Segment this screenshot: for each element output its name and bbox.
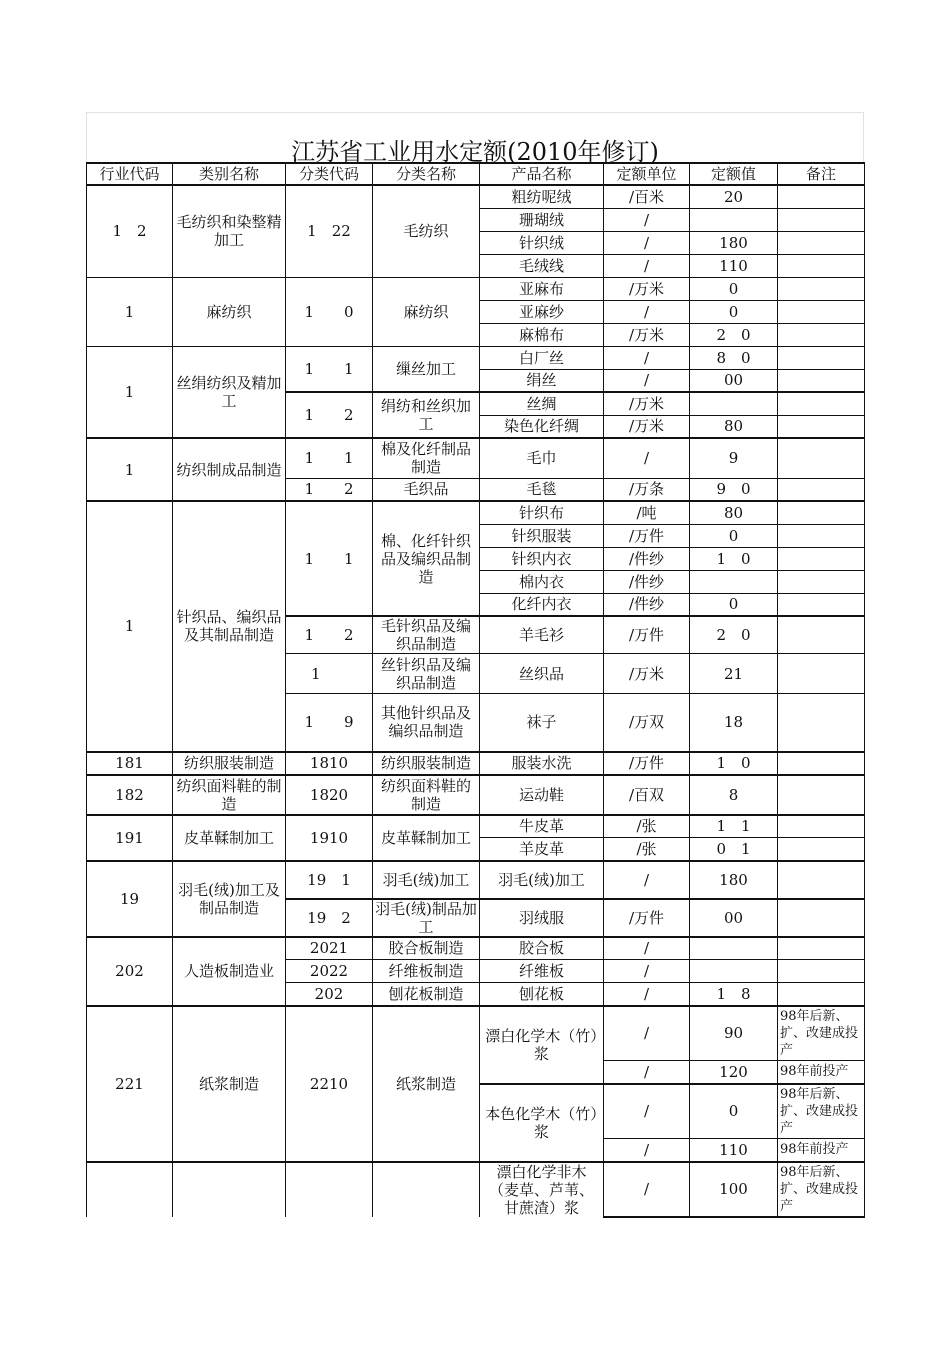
category-name: 毛纺织和染整精加工 bbox=[173, 185, 286, 277]
quota-unit: /万双 bbox=[604, 694, 690, 752]
remark: 98年后新、扩、改建成投产 bbox=[778, 1084, 865, 1139]
table-row bbox=[87, 1006, 865, 1061]
quota-value: 00 bbox=[690, 369, 778, 392]
table-row bbox=[87, 1162, 865, 1217]
quota-unit: /百米 bbox=[604, 185, 690, 208]
quota-unit: /万件 bbox=[604, 899, 690, 937]
table-row bbox=[87, 815, 865, 838]
table-row bbox=[87, 752, 865, 775]
quota-value: 0 bbox=[690, 300, 778, 323]
quota-unit: /吨 bbox=[604, 501, 690, 524]
product-name: 运动鞋 bbox=[480, 775, 604, 815]
category-name: 纺织服装制造 bbox=[173, 752, 286, 775]
quota-value: 180 bbox=[690, 231, 778, 254]
table-row bbox=[87, 277, 865, 300]
quota-unit: /张 bbox=[604, 815, 690, 838]
sub-code: 1 2 bbox=[286, 616, 373, 654]
remark bbox=[778, 654, 865, 694]
quota-unit: /万米 bbox=[604, 323, 690, 346]
remark bbox=[778, 346, 865, 369]
quota-value bbox=[690, 937, 778, 960]
remark: 98年后新、扩、改建成投产 bbox=[778, 1006, 865, 1061]
category-name: 人造板制造业 bbox=[173, 937, 286, 1006]
product-name: 染色化纤绸 bbox=[480, 415, 604, 438]
sub-code: 1 1 bbox=[286, 346, 373, 392]
quota-unit: / bbox=[604, 960, 690, 983]
quota-value: 0 bbox=[690, 277, 778, 300]
quota-unit: /万米 bbox=[604, 277, 690, 300]
product-name: 针织服装 bbox=[480, 524, 604, 547]
quota-value: 110 bbox=[690, 1139, 778, 1162]
quota-value: 8 bbox=[690, 775, 778, 815]
table-row bbox=[87, 438, 865, 478]
remark bbox=[778, 231, 865, 254]
quota-value: 0 bbox=[690, 593, 778, 616]
product-name: 化纤内衣 bbox=[480, 593, 604, 616]
remark: 98年后新、扩、改建成投产 bbox=[778, 1162, 865, 1217]
industry-code: 202 bbox=[87, 937, 173, 1006]
quota-unit: / bbox=[604, 254, 690, 277]
product-name: 纤维板 bbox=[480, 960, 604, 983]
remark bbox=[778, 694, 865, 752]
header-cell: 定额单位 bbox=[604, 163, 690, 185]
product-name: 针织绒 bbox=[480, 231, 604, 254]
quota-unit: / bbox=[604, 1139, 690, 1162]
remark: 98年前投产 bbox=[778, 1139, 865, 1162]
quota-unit: /件纱 bbox=[604, 547, 690, 570]
category-name: 皮革鞣制加工 bbox=[173, 815, 286, 861]
water-quota-table bbox=[86, 162, 865, 1218]
quota-value: 1 0 bbox=[690, 547, 778, 570]
remark bbox=[778, 616, 865, 654]
remark bbox=[778, 960, 865, 983]
remark bbox=[778, 547, 865, 570]
quota-unit: / bbox=[604, 369, 690, 392]
product-name: 棉内衣 bbox=[480, 570, 604, 593]
header-cell: 分类代码 bbox=[286, 163, 373, 185]
sub-name: 毛纺织 bbox=[373, 185, 480, 277]
industry-code: 19 bbox=[87, 861, 173, 937]
quota-unit: /万件 bbox=[604, 524, 690, 547]
quota-value: 2 0 bbox=[690, 616, 778, 654]
remark bbox=[778, 277, 865, 300]
remark bbox=[778, 300, 865, 323]
table-row bbox=[87, 775, 865, 815]
remark bbox=[778, 752, 865, 775]
quota-unit: /百双 bbox=[604, 775, 690, 815]
quota-unit: /件纱 bbox=[604, 593, 690, 616]
category-name: 丝绢纺织及精加工 bbox=[173, 346, 286, 438]
quota-value: 2 0 bbox=[690, 323, 778, 346]
sub-code: 2021 bbox=[286, 937, 373, 960]
remark bbox=[778, 815, 865, 838]
quota-unit: / bbox=[604, 208, 690, 231]
remark bbox=[778, 185, 865, 208]
table-row bbox=[87, 937, 865, 960]
header-cell: 分类名称 bbox=[373, 163, 480, 185]
table-row bbox=[87, 346, 865, 369]
remark bbox=[778, 838, 865, 861]
quota-value: 9 bbox=[690, 438, 778, 478]
product-name: 羊毛衫 bbox=[480, 616, 604, 654]
quota-value: 1 1 bbox=[690, 815, 778, 838]
industry-code: 1 bbox=[87, 277, 173, 346]
sub-code: 202 bbox=[286, 983, 373, 1006]
product-name: 亚麻纱 bbox=[480, 300, 604, 323]
quota-value: 0 1 bbox=[690, 838, 778, 861]
sub-name: 羽毛(绒)加工 bbox=[373, 861, 480, 899]
remark bbox=[778, 861, 865, 899]
quota-unit: / bbox=[604, 1006, 690, 1061]
sub-code: 1 1 bbox=[286, 501, 373, 616]
product-name: 袜子 bbox=[480, 694, 604, 752]
product-name: 刨花板 bbox=[480, 983, 604, 1006]
remark bbox=[778, 478, 865, 501]
sub-code: 1820 bbox=[286, 775, 373, 815]
sub-name: 棉、化纤针织品及编织品制造 bbox=[373, 501, 480, 616]
industry-code: 221 bbox=[87, 1006, 173, 1162]
quota-unit: / bbox=[604, 231, 690, 254]
product-name: 毛巾 bbox=[480, 438, 604, 478]
quota-value: 100 bbox=[690, 1162, 778, 1217]
quota-value: 9 0 bbox=[690, 478, 778, 501]
product-name: 胶合板 bbox=[480, 937, 604, 960]
remark bbox=[778, 593, 865, 616]
sub-code: 1 1 bbox=[286, 438, 373, 478]
product-name: 丝织品 bbox=[480, 654, 604, 694]
remark bbox=[778, 208, 865, 231]
sub-name: 羽毛(绒)制品加工 bbox=[373, 899, 480, 937]
industry-code bbox=[87, 1162, 173, 1217]
quota-unit: /万件 bbox=[604, 616, 690, 654]
quota-unit: /万件 bbox=[604, 752, 690, 775]
header-cell: 类别名称 bbox=[173, 163, 286, 185]
quota-value: 110 bbox=[690, 254, 778, 277]
product-name: 丝绸 bbox=[480, 392, 604, 415]
quota-unit: / bbox=[604, 1061, 690, 1084]
quota-value: 0 bbox=[690, 524, 778, 547]
sub-code: 19 2 bbox=[286, 899, 373, 937]
category-name bbox=[173, 1162, 286, 1217]
quota-unit: / bbox=[604, 937, 690, 960]
product-name: 白厂丝 bbox=[480, 346, 604, 369]
quota-unit: / bbox=[604, 983, 690, 1006]
quota-unit: / bbox=[604, 300, 690, 323]
product-name: 服装水洗 bbox=[480, 752, 604, 775]
quota-value: 90 bbox=[690, 1006, 778, 1061]
product-name: 麻棉布 bbox=[480, 323, 604, 346]
product-name: 牛皮革 bbox=[480, 815, 604, 838]
remark: 98年前投产 bbox=[778, 1061, 865, 1084]
sheet-border bbox=[86, 112, 864, 113]
quota-unit: /张 bbox=[604, 838, 690, 861]
remark bbox=[778, 899, 865, 937]
sub-name: 刨花板制造 bbox=[373, 983, 480, 1006]
category-name: 麻纺织 bbox=[173, 277, 286, 346]
quota-unit: /万条 bbox=[604, 478, 690, 501]
quota-value bbox=[690, 570, 778, 593]
industry-code: 1 bbox=[87, 346, 173, 438]
sub-code: 1 bbox=[286, 654, 373, 694]
page-title: 江苏省工业用水定额(2010年修订) bbox=[291, 138, 659, 166]
product-name: 毛绒线 bbox=[480, 254, 604, 277]
quota-value: 21 bbox=[690, 654, 778, 694]
header-cell: 行业代码 bbox=[87, 163, 173, 185]
quota-unit: / bbox=[604, 438, 690, 478]
product-name: 本色化学木（竹）浆 bbox=[480, 1084, 604, 1162]
quota-unit: / bbox=[604, 1162, 690, 1217]
sub-name: 纤维板制造 bbox=[373, 960, 480, 983]
sub-code: 2210 bbox=[286, 1006, 373, 1162]
product-name: 绢丝 bbox=[480, 369, 604, 392]
product-name: 粗纺呢绒 bbox=[480, 185, 604, 208]
table-row bbox=[87, 185, 865, 208]
quota-value: 80 bbox=[690, 415, 778, 438]
sub-code: 19 1 bbox=[286, 861, 373, 899]
product-name: 毛毯 bbox=[480, 478, 604, 501]
sub-name: 棉及化纤制品制造 bbox=[373, 438, 480, 478]
category-name: 纺织面料鞋的制造 bbox=[173, 775, 286, 815]
category-name: 羽毛(绒)加工及制品制造 bbox=[173, 861, 286, 937]
remark bbox=[778, 570, 865, 593]
product-name: 针织布 bbox=[480, 501, 604, 524]
sub-code: 1810 bbox=[286, 752, 373, 775]
quota-unit: / bbox=[604, 346, 690, 369]
quota-value: 20 bbox=[690, 185, 778, 208]
remark bbox=[778, 438, 865, 478]
header-row bbox=[87, 163, 865, 185]
quota-value: 80 bbox=[690, 501, 778, 524]
industry-code: 1 2 bbox=[87, 185, 173, 277]
quota-value bbox=[690, 960, 778, 983]
remark bbox=[778, 524, 865, 547]
remark bbox=[778, 323, 865, 346]
quota-value: 1 8 bbox=[690, 983, 778, 1006]
quota-value: 0 bbox=[690, 1084, 778, 1139]
product-name: 羽绒服 bbox=[480, 899, 604, 937]
sub-name: 丝针织品及编织品制造 bbox=[373, 654, 480, 694]
sub-name: 毛织品 bbox=[373, 478, 480, 501]
remark bbox=[778, 775, 865, 815]
quota-unit: / bbox=[604, 861, 690, 899]
remark bbox=[778, 501, 865, 524]
sub-name: 皮革鞣制加工 bbox=[373, 815, 480, 861]
sub-name: 毛针织品及编织品制造 bbox=[373, 616, 480, 654]
header-cell: 备注 bbox=[778, 163, 865, 185]
category-name: 纸浆制造 bbox=[173, 1006, 286, 1162]
table-row bbox=[87, 861, 865, 899]
sub-code: 1910 bbox=[286, 815, 373, 861]
sub-name: 纺织面料鞋的制造 bbox=[373, 775, 480, 815]
quota-value: 00 bbox=[690, 899, 778, 937]
industry-code: 191 bbox=[87, 815, 173, 861]
category-name: 纺织制成品制造 bbox=[173, 438, 286, 501]
quota-value: 18 bbox=[690, 694, 778, 752]
sub-code: 1 9 bbox=[286, 694, 373, 752]
product-name: 漂白化学木（竹）浆 bbox=[480, 1006, 604, 1084]
sub-name: 胶合板制造 bbox=[373, 937, 480, 960]
industry-code: 1 bbox=[87, 501, 173, 752]
sub-name bbox=[373, 1162, 480, 1217]
product-name: 漂白化学非木（麦草、芦苇、甘蔗渣）浆 bbox=[480, 1162, 604, 1217]
sub-code: 1 0 bbox=[286, 277, 373, 346]
header-cell: 定额值 bbox=[690, 163, 778, 185]
sub-name: 纸浆制造 bbox=[373, 1006, 480, 1162]
sub-name: 绢纺和丝织加工 bbox=[373, 392, 480, 438]
sub-code: 2022 bbox=[286, 960, 373, 983]
quota-unit: / bbox=[604, 1084, 690, 1139]
sub-name: 其他针织品及编织品制造 bbox=[373, 694, 480, 752]
quota-value: 1 0 bbox=[690, 752, 778, 775]
sub-code bbox=[286, 1162, 373, 1217]
sub-code: 1 2 bbox=[286, 478, 373, 501]
product-name: 针织内衣 bbox=[480, 547, 604, 570]
industry-code: 182 bbox=[87, 775, 173, 815]
remark bbox=[778, 369, 865, 392]
product-name: 羊皮革 bbox=[480, 838, 604, 861]
sub-name: 麻纺织 bbox=[373, 277, 480, 346]
quota-unit: /万米 bbox=[604, 654, 690, 694]
product-name: 珊瑚绒 bbox=[480, 208, 604, 231]
product-name: 羽毛(绒)加工 bbox=[480, 861, 604, 899]
quota-value bbox=[690, 208, 778, 231]
table-row bbox=[87, 501, 865, 524]
remark bbox=[778, 254, 865, 277]
quota-value: 120 bbox=[690, 1061, 778, 1084]
sub-name: 纺织服装制造 bbox=[373, 752, 480, 775]
quota-value: 180 bbox=[690, 861, 778, 899]
remark bbox=[778, 937, 865, 960]
quota-value: 8 0 bbox=[690, 346, 778, 369]
quota-value bbox=[690, 392, 778, 415]
industry-code: 181 bbox=[87, 752, 173, 775]
sub-code: 1 22 bbox=[286, 185, 373, 277]
remark bbox=[778, 392, 865, 415]
quota-unit: /件纱 bbox=[604, 570, 690, 593]
header-cell: 产品名称 bbox=[480, 163, 604, 185]
quota-unit: /万米 bbox=[604, 415, 690, 438]
category-name: 针织品、编织品及其制品制造 bbox=[173, 501, 286, 752]
remark bbox=[778, 983, 865, 1006]
remark bbox=[778, 415, 865, 438]
sub-code: 1 2 bbox=[286, 392, 373, 438]
industry-code: 1 bbox=[87, 438, 173, 501]
product-name: 亚麻布 bbox=[480, 277, 604, 300]
quota-unit: /万米 bbox=[604, 392, 690, 415]
sub-name: 缫丝加工 bbox=[373, 346, 480, 392]
